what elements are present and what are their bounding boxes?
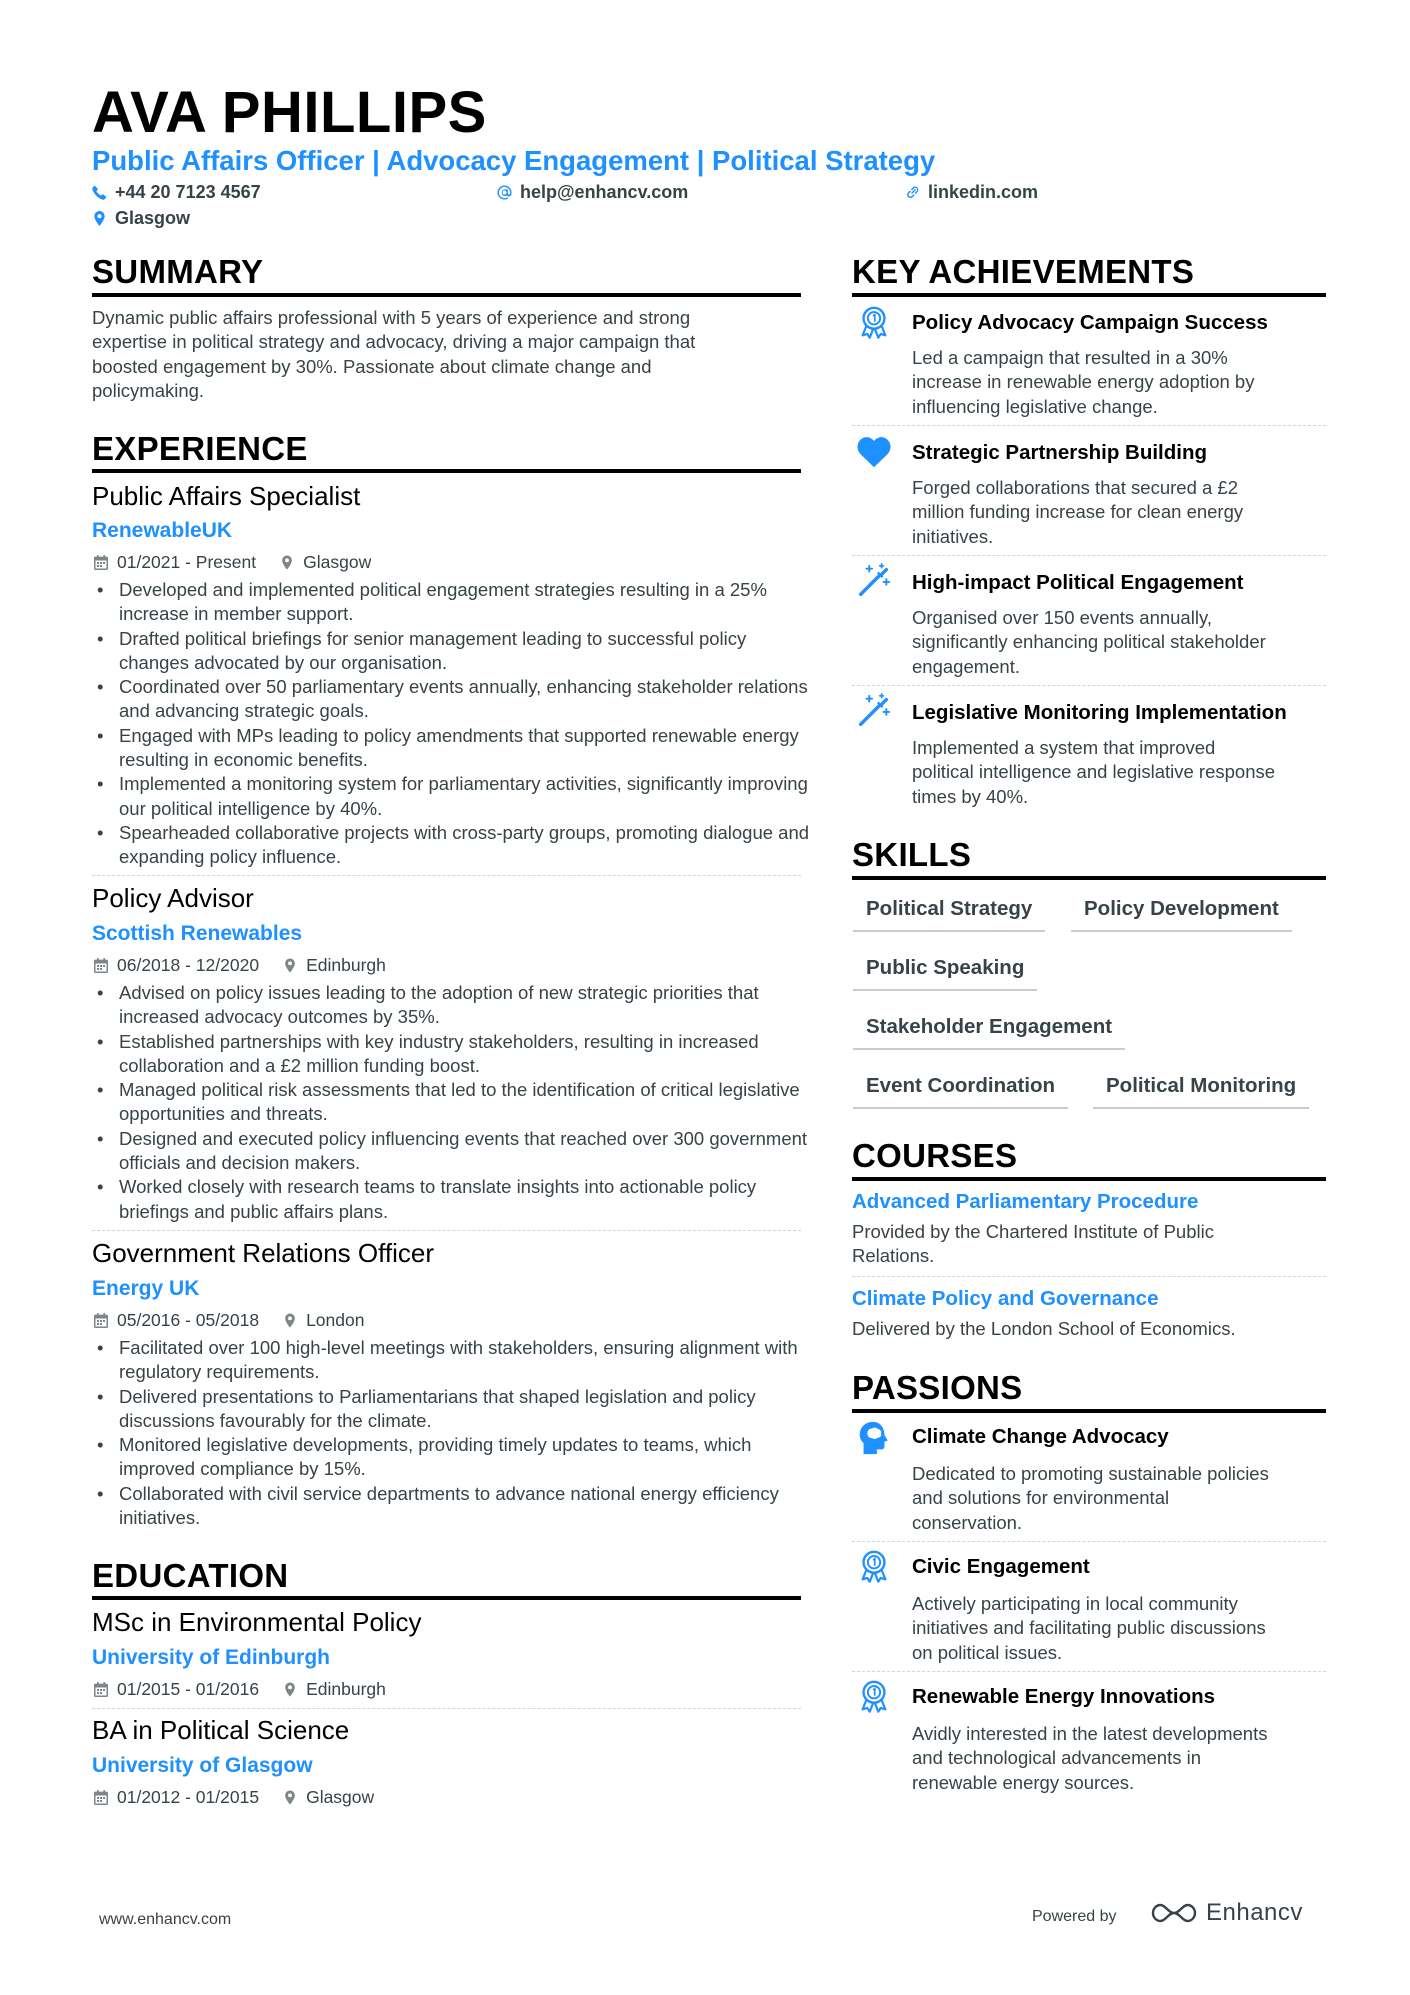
course-line: Relations.: [852, 1245, 935, 1267]
skill-tag: Political Strategy: [853, 896, 1045, 932]
passion-line: conservation.: [912, 1511, 1023, 1533]
bullet-item: • Collaborated with civil service departments to advance national energy efficiency initiatives.: [119, 1482, 819, 1531]
skill-tag: Public Speaking: [853, 955, 1037, 991]
footer-powered-by: Powered by: [1032, 1908, 1117, 1925]
job-dates: 05/2016 - 05/2018: [117, 1310, 260, 1330]
achievement-title: High-impact Political Engagement: [912, 571, 1244, 594]
job-meta: [94, 551, 371, 573]
job-company[interactable]: Energy UK: [92, 1277, 200, 1300]
achievements-heading: KEY ACHIEVEMENTS: [852, 253, 1195, 290]
bullet-item: • Drafted political briefings for senior management leading to successful policy changes advocated by our organisation.: [119, 627, 819, 676]
education-dates: 01/2012 - 01/2015: [117, 1787, 260, 1807]
location-pin-icon: [283, 1682, 297, 1697]
achievement-line: times by 40%.: [912, 785, 1029, 807]
passion-line: Dedicated to promoting sustainable policies: [912, 1463, 1269, 1484]
experience-rule: [92, 469, 801, 473]
bullet-item: • Worked closely with research teams to translate insights into actionable policy briefings and public affairs plans.: [119, 1175, 819, 1224]
passion-title: Climate Change Advocacy: [912, 1425, 1169, 1448]
achievement-line: Organised over 150 events annually,: [912, 607, 1212, 628]
education-school[interactable]: University of Glasgow: [92, 1754, 313, 1777]
bullet-item: • Facilitated over 100 high-level meetings with stakeholders, ensuring alignment with regulatory requirements.: [119, 1336, 819, 1385]
passion-line: renewable energy sources.: [912, 1771, 1135, 1793]
passion-line: on political issues.: [912, 1641, 1063, 1663]
job-title: Public Affairs Specialist: [92, 481, 361, 511]
bullet-item: • Established partnerships with key industry stakeholders, resulting in increased collaboration and a £2 million funding boost.: [119, 1030, 819, 1079]
achievement-text: [912, 606, 1332, 679]
course-title[interactable]: Climate Policy and Governance: [852, 1287, 1159, 1310]
location-pin-icon: [280, 555, 294, 570]
link-icon: [905, 185, 920, 200]
enhancv-logo-icon: [1150, 1901, 1198, 1925]
skills-rule: [852, 876, 1326, 880]
skill-tag: Political Monitoring: [1093, 1073, 1309, 1109]
bullet-item: • Spearheaded collaborative projects with cross-party groups, promoting dialogue and expanding policy influence.: [119, 821, 819, 870]
achievement-title: Strategic Partnership Building: [912, 441, 1208, 464]
course-title[interactable]: Advanced Parliamentary Procedure: [852, 1190, 1199, 1213]
achievement-line: initiatives.: [912, 525, 994, 547]
location-pin-icon: [92, 211, 107, 226]
education-dates: 01/2015 - 01/2016: [117, 1679, 260, 1699]
job-title: Government Relations Officer: [92, 1238, 434, 1268]
job-meta: [94, 1309, 364, 1331]
enhancv-logo-text: Enhancv: [1206, 1899, 1303, 1926]
education-location: Glasgow: [306, 1787, 375, 1807]
enhancv-logo[interactable]: [1150, 1899, 1303, 1927]
achievement-line: political intelligence and legislative response: [912, 761, 1276, 783]
contact-phone[interactable]: [92, 180, 261, 204]
email-text: help@enhancv.com: [520, 182, 689, 202]
location-text: Glasgow: [115, 208, 191, 228]
education-rule: [92, 1596, 801, 1600]
heart-icon: [855, 433, 893, 471]
award-ribbon-icon: [855, 1548, 893, 1586]
divider: [852, 425, 1326, 426]
experience-heading: EXPERIENCE: [92, 430, 308, 467]
passions-heading: PASSIONS: [852, 1369, 1023, 1406]
bullet-item: • Designed and executed policy influencing events that reached over 300 government officials and decision makers.: [119, 1127, 819, 1176]
education-meta: [94, 1678, 386, 1700]
divider: [92, 1230, 801, 1231]
education-degree: BA in Political Science: [92, 1715, 350, 1745]
summary-text: [92, 306, 801, 403]
calendar-icon: [94, 555, 108, 570]
job-company[interactable]: RenewableUK: [92, 519, 233, 542]
education-meta: [94, 1786, 374, 1808]
divider: [92, 875, 801, 876]
divider: [852, 555, 1326, 556]
passion-line: Avidly interested in the latest developments: [912, 1723, 1268, 1744]
divider: [852, 685, 1326, 686]
footer-url[interactable]: www.enhancv.com: [99, 1911, 232, 1928]
achievement-line: increase in renewable energy adoption by: [912, 371, 1255, 393]
education-heading: EDUCATION: [92, 1557, 289, 1594]
education-degree: MSc in Environmental Policy: [92, 1607, 422, 1637]
job-dates: 06/2018 - 12/2020: [117, 955, 260, 975]
passion-text: [912, 1722, 1332, 1795]
achievement-line: million funding increase for clean energy: [912, 501, 1244, 523]
contact-email[interactable]: [497, 180, 688, 204]
job-title: Policy Advisor: [92, 883, 254, 913]
bullet-item: • Implemented a monitoring system for parliamentary activities, significantly improving our political intelligence by 40%.: [119, 772, 819, 821]
magic-wand-icon: [855, 692, 893, 730]
achievement-text: [912, 736, 1332, 809]
location-pin-icon: [283, 1313, 297, 1328]
skill-tag: Policy Development: [1071, 896, 1292, 932]
courses-heading: COURSES: [852, 1137, 1018, 1174]
passion-line: initiatives and facilitating public discussions: [912, 1617, 1266, 1639]
job-bullets: [92, 1336, 819, 1530]
summary-line: boosted engagement by 30%. Passionate about climate change and: [92, 355, 652, 377]
course-line: Delivered by the London School of Economics.: [852, 1318, 1236, 1339]
education-school[interactable]: University of Edinburgh: [92, 1646, 331, 1669]
calendar-icon: [94, 1682, 108, 1697]
summary-line: Dynamic public affairs professional with 5 years of experience and strong: [92, 307, 691, 328]
bullet-item: • Coordinated over 50 parliamentary events annually, enhancing stakeholder relations and advancing strategic goals.: [119, 675, 819, 724]
bullet-item: • Monitored legislative developments, providing timely updates to teams, which improved compliance by 15%.: [119, 1433, 819, 1482]
passion-title: Civic Engagement: [912, 1555, 1090, 1578]
passion-text: [912, 1462, 1332, 1535]
job-location: Edinburgh: [306, 955, 386, 975]
head-brain-icon: [855, 1419, 893, 1457]
courses-rule: [852, 1177, 1326, 1181]
course-line: Provided by the Chartered Institute of Public: [852, 1221, 1214, 1242]
location-pin-icon: [283, 958, 297, 973]
bullet-item: • Delivered presentations to Parliamentarians that shaped legislation and policy discussions favourably for the climate.: [119, 1385, 819, 1434]
achievement-line: Implemented a system that improved: [912, 737, 1216, 758]
magic-wand-icon: [855, 562, 893, 600]
course-text: [852, 1317, 1322, 1341]
calendar-icon: [94, 1313, 108, 1328]
achievement-line: influencing legislative change.: [912, 395, 1158, 417]
passion-line: Actively participating in local community: [912, 1593, 1238, 1614]
divider: [852, 1671, 1326, 1672]
summary-heading: SUMMARY: [92, 253, 264, 290]
passion-title: Renewable Energy Innovations: [912, 1685, 1216, 1708]
job-bullets: [92, 578, 819, 870]
passion-text: [912, 1592, 1332, 1665]
job-bullets: [92, 981, 819, 1224]
skill-tag: Stakeholder Engagement: [853, 1014, 1125, 1050]
divider: [92, 1708, 801, 1709]
skill-tag: Event Coordination: [853, 1073, 1068, 1109]
summary-line: policymaking.: [92, 379, 205, 401]
award-ribbon-icon: [855, 1678, 893, 1716]
candidate-name: AVA PHILLIPS: [92, 80, 487, 145]
achievement-title: Policy Advocacy Campaign Success: [912, 311, 1268, 334]
calendar-icon: [94, 958, 108, 973]
passions-rule: [852, 1409, 1326, 1413]
job-company[interactable]: Scottish Renewables: [92, 922, 303, 945]
divider: [852, 1541, 1326, 1542]
contact-linkedin[interactable]: [905, 180, 1038, 204]
summary-line: expertise in political strategy and advocacy, driving a major campaign that: [92, 331, 696, 353]
linkedin-text: linkedin.com: [928, 182, 1039, 202]
job-meta: [94, 954, 386, 976]
course-text: [852, 1220, 1322, 1269]
summary-rule: [92, 293, 801, 297]
contact-location: [92, 206, 190, 230]
achievement-line: Forged collaborations that secured a £2: [912, 477, 1239, 498]
phone-text: +44 20 7123 4567: [115, 182, 261, 202]
job-location: Glasgow: [303, 552, 372, 572]
skills-heading: SKILLS: [852, 836, 972, 873]
achievement-line: engagement.: [912, 655, 1021, 677]
divider: [852, 1276, 1326, 1277]
bullet-item: • Advised on policy issues leading to the adoption of new strategic priorities that increased advocacy outcomes by 35%.: [119, 981, 819, 1030]
education-location: Edinburgh: [306, 1679, 386, 1699]
at-icon: [497, 185, 512, 200]
achievement-title: Legislative Monitoring Implementation: [912, 701, 1287, 724]
bullet-item: • Managed political risk assessments that led to the identification of critical legislative opportunities and threats.: [119, 1078, 819, 1127]
phone-icon: [92, 185, 107, 200]
achievement-line: Led a campaign that resulted in a 30%: [912, 347, 1228, 368]
bullet-item: • Engaged with MPs leading to policy amendments that supported renewable energy resulting in economic benefits.: [119, 724, 819, 773]
job-location: London: [306, 1310, 365, 1330]
passion-line: and solutions for environmental: [912, 1487, 1170, 1509]
candidate-tagline: Public Affairs Officer | Advocacy Engagement | Political Strategy: [92, 145, 936, 176]
achievement-line: significantly enhancing political stakeholder: [912, 631, 1266, 653]
achievements-rule: [852, 293, 1326, 297]
job-dates: 01/2021 - Present: [117, 552, 257, 572]
passion-line: and technological advancements in: [912, 1747, 1201, 1769]
calendar-icon: [94, 1790, 108, 1805]
achievement-text: [912, 476, 1332, 549]
achievement-text: [912, 346, 1332, 419]
location-pin-icon: [283, 1790, 297, 1805]
award-ribbon-icon: [855, 304, 893, 342]
bullet-item: • Developed and implemented political engagement strategies resulting in a 25% increase in member support.: [119, 578, 819, 627]
